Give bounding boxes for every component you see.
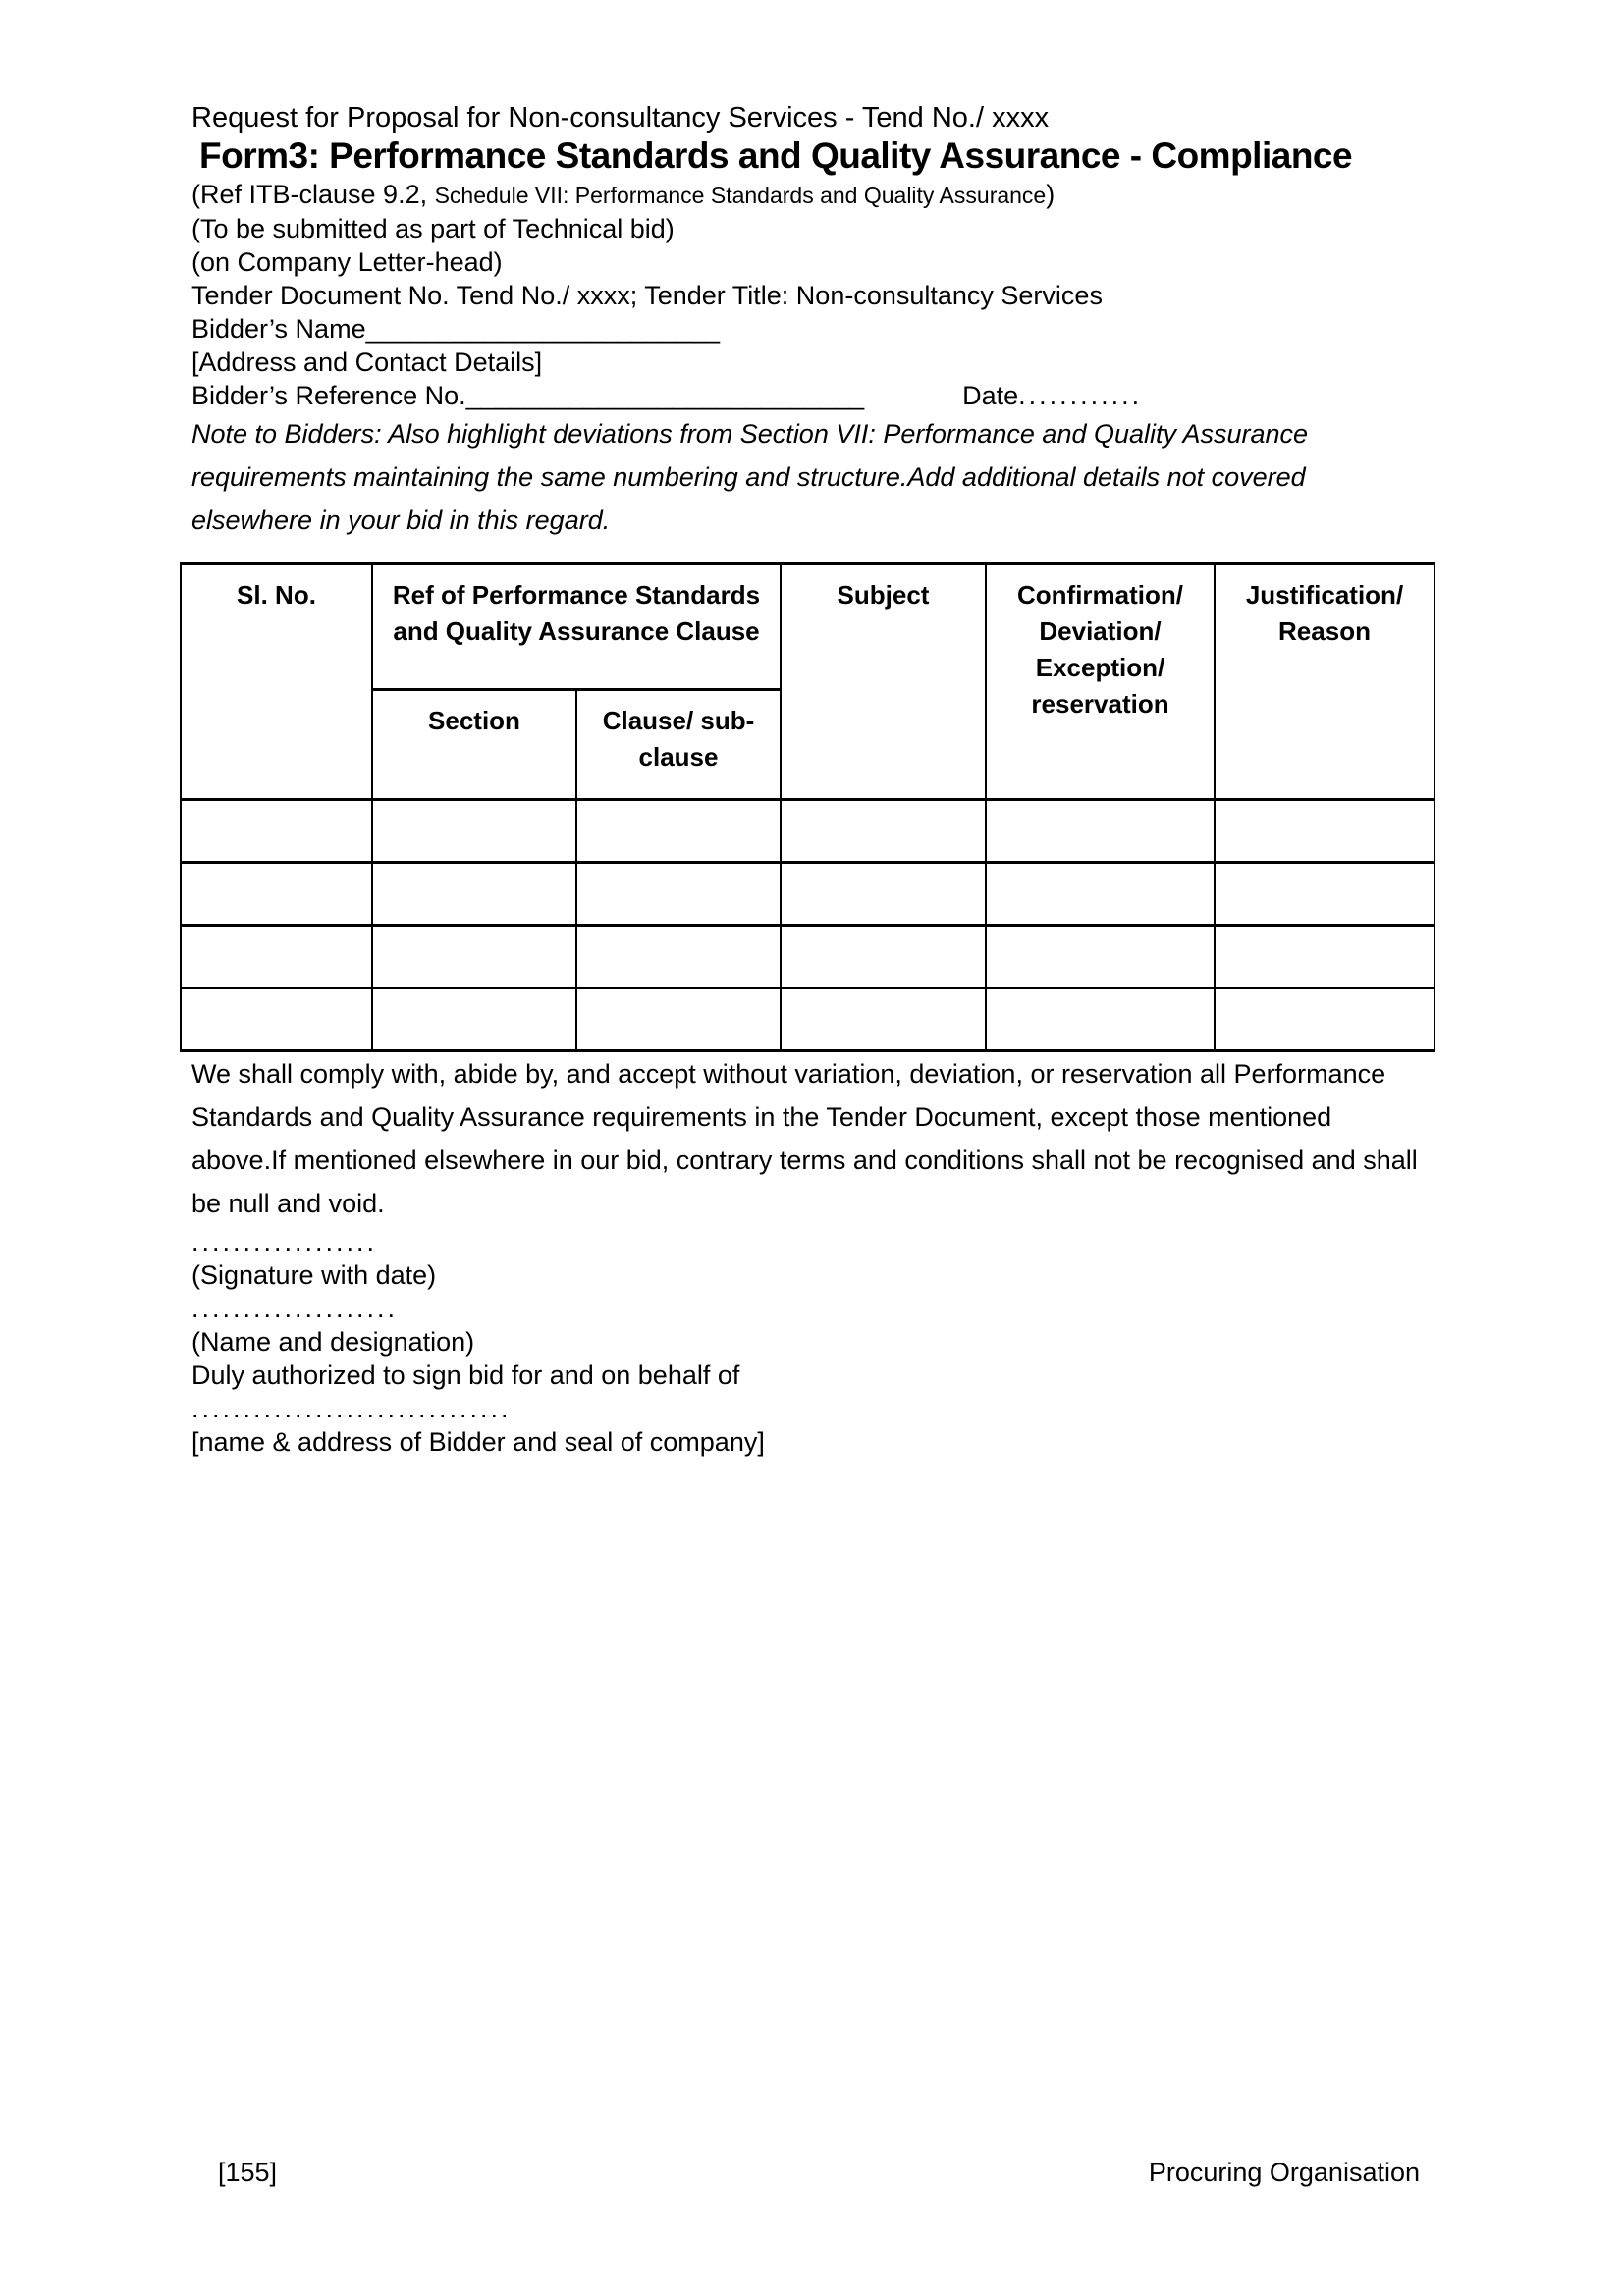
- signature-dotted-line[interactable]: ..................: [191, 1227, 378, 1256]
- letterhead-note: (on Company Letter-head): [191, 247, 503, 277]
- table-empty-cell[interactable]: [181, 988, 372, 1051]
- note-to-bidders: Note to Bidders: Also highlight deviations from Section VII: Performance and Quality Assurance requirements maintaining the same numbering and structure.Add additional details not covered elsewhere in your bid in this regard.: [191, 419, 1309, 535]
- table-empty-cell[interactable]: [986, 926, 1215, 988]
- subtitle-schedule: Schedule VII: Performance Standards and Quality Assurance: [434, 183, 1047, 208]
- table-empty-cell[interactable]: [986, 863, 1215, 926]
- table-header: [181, 564, 1435, 800]
- table-empty-cell[interactable]: [181, 926, 372, 988]
- table-empty-cell[interactable]: [1215, 926, 1435, 988]
- table-row: [181, 863, 1435, 926]
- subtitle-suffix: ): [1046, 180, 1056, 209]
- compliance-paragraph: We shall comply with, abide by, and accept without variation, deviation, or reservation all Performance Standards and Quality Assurance requirements in the Tender Document, except those mentioned above.If mentioned elsewhere in our bid, contrary terms and conditions shall not be recognised and shall be null and void.: [191, 1059, 1418, 1218]
- reference-subtitle: [191, 178, 1433, 212]
- name-designation-label: (Name and designation): [191, 1327, 475, 1357]
- col-header-ref-group: Ref of Performance Standards and Quality Assurance Clause: [372, 564, 781, 690]
- table-empty-cell[interactable]: [576, 863, 781, 926]
- table-empty-cell[interactable]: [576, 800, 781, 863]
- table-empty-cell[interactable]: [781, 863, 986, 926]
- company-dotted-line[interactable]: ...............................: [191, 1394, 512, 1423]
- table-empty-cell[interactable]: [1215, 800, 1435, 863]
- running-header: Request for Proposal for Non-consultancy Services - Tend No./ xxxx: [191, 102, 1050, 133]
- address-line: [Address and Contact Details]: [191, 347, 543, 377]
- col-header-clause: Clause/ sub-clause: [576, 690, 781, 800]
- name-dotted-line[interactable]: ....................: [191, 1294, 399, 1323]
- bidder-name-label: Bidder’s Name: [191, 314, 366, 344]
- bidder-reference-line: [191, 379, 1433, 412]
- col-header-subject: Subject: [781, 564, 986, 800]
- table-empty-cell[interactable]: [986, 988, 1215, 1051]
- signature-label: (Signature with date): [191, 1260, 437, 1290]
- page-number: [155]: [218, 2158, 278, 2187]
- date-label: Date: [962, 381, 1019, 410]
- compliance-table: [180, 562, 1435, 1052]
- table-empty-cell[interactable]: [372, 800, 576, 863]
- page-title: Form3: Performance Standards and Quality Assurance - Compliance: [199, 135, 1353, 176]
- page-footer: [218, 2156, 1420, 2189]
- tender-line: Tender Document No. Tend No./ xxxx; Tender Title: Non-consultancy Services: [191, 281, 1103, 310]
- table-empty-cell[interactable]: [986, 800, 1215, 863]
- col-header-justification: Justification/ Reason: [1215, 564, 1435, 800]
- bidder-name-blank[interactable]: ________________________: [365, 314, 720, 344]
- table-empty-cell[interactable]: [181, 863, 372, 926]
- table-empty-cell[interactable]: [781, 926, 986, 988]
- table-row: [181, 800, 1435, 863]
- table-empty-cell[interactable]: [372, 863, 576, 926]
- submission-note: (To be submitted as part of Technical bid): [191, 214, 675, 243]
- table-row: [181, 926, 1435, 988]
- table-empty-cell[interactable]: [372, 988, 576, 1051]
- reference-blank[interactable]: ___________________________: [465, 381, 865, 410]
- authorization-line: Duly authorized to sign bid for and on behalf of: [191, 1361, 740, 1390]
- reference-label: Bidder’s Reference No.: [191, 381, 466, 410]
- table-empty-cell[interactable]: [576, 988, 781, 1051]
- table-empty-cell[interactable]: [1215, 988, 1435, 1051]
- company-seal-label: [name & address of Bidder and seal of company]: [191, 1427, 765, 1457]
- bidder-name-line: [191, 312, 1433, 346]
- table-empty-cell[interactable]: [1215, 863, 1435, 926]
- organisation-label: Procuring Organisation: [1148, 2158, 1420, 2187]
- table-row: [181, 988, 1435, 1051]
- col-header-sl-no: Sl. No.: [181, 564, 372, 800]
- col-header-section: Section: [372, 690, 576, 800]
- table-empty-cell[interactable]: [576, 926, 781, 988]
- subtitle-prefix: (Ref ITB-clause 9.2,: [191, 180, 435, 209]
- col-header-confirmation: Confirmation/ Deviation/ Exception/ reservation: [986, 564, 1215, 800]
- table-empty-cell[interactable]: [781, 988, 986, 1051]
- table-empty-cell[interactable]: [781, 800, 986, 863]
- table-body: [181, 800, 1435, 1051]
- table-empty-cell[interactable]: [181, 800, 372, 863]
- table-empty-cell[interactable]: [372, 926, 576, 988]
- date-blank[interactable]: ............: [1018, 381, 1143, 410]
